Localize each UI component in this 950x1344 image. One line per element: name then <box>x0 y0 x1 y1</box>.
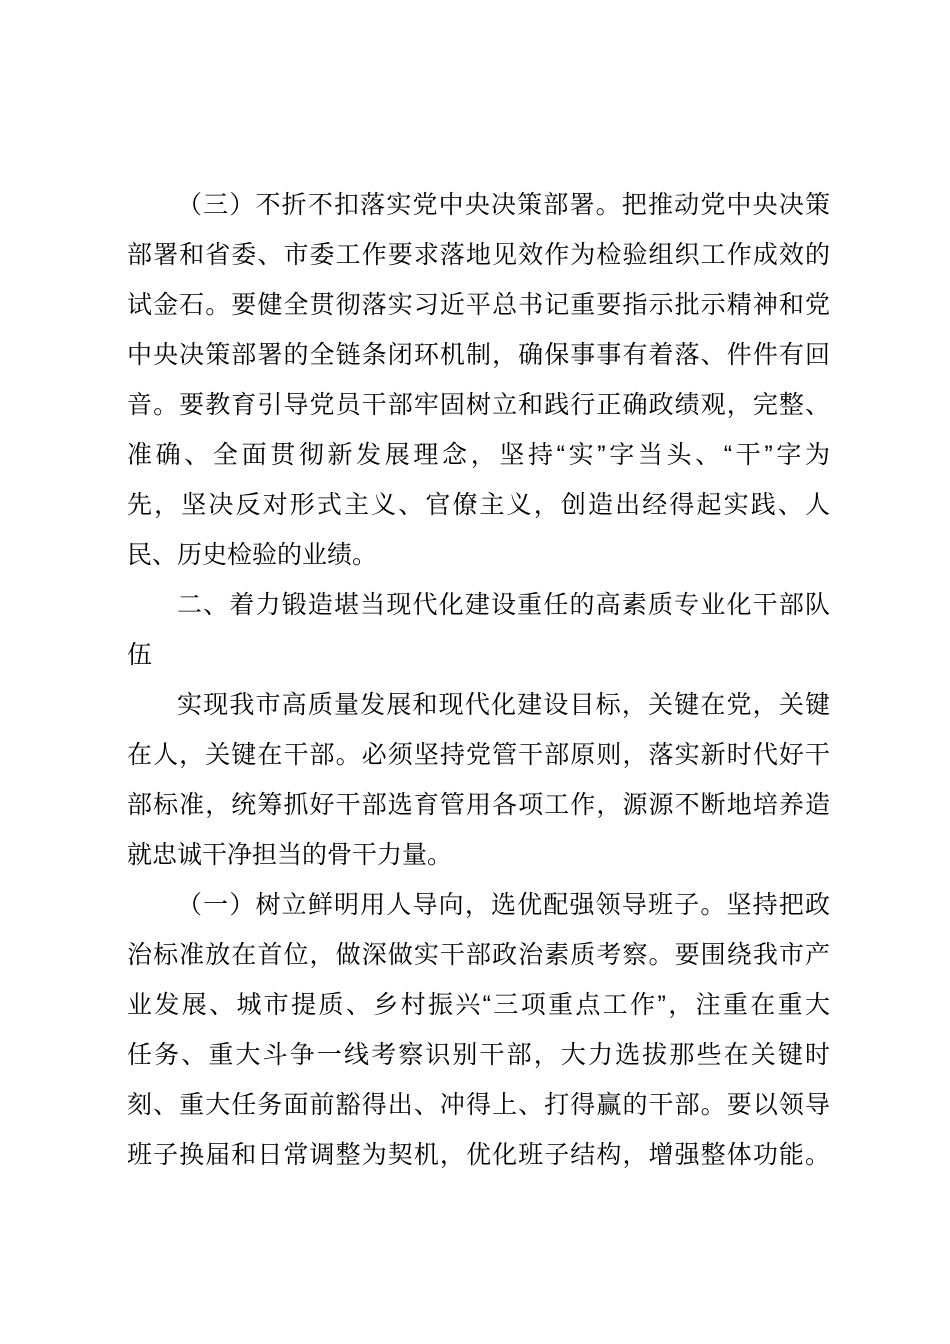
paragraph-part-two-intro <box>127 680 830 880</box>
text-line: 治标准放在首位，做深做实干部政治素质考察。要围绕我市产 <box>127 941 830 969</box>
text-line: 音。要教育引导党员干部牢固树立和践行正确政绩观，完整、 <box>127 391 830 419</box>
document-text-block <box>127 180 830 1180</box>
text-line: 实现我市高质量发展和现代化建设目标，关键在党，关键 <box>177 691 830 719</box>
text-line: （一）树立鲜明用人导向，选优配强领导班子。坚持把政 <box>177 891 830 919</box>
text-line: 部署和省委、市委工作要求落地见效作为检验组织工作成效的 <box>127 241 830 269</box>
text-line: 就忠诚干净担当的骨干力量。 <box>127 841 453 869</box>
text-line: 中央决策部署的全链条闭环机制，确保事事有着落、件件有回 <box>127 341 830 369</box>
heading-part-two <box>127 580 830 680</box>
text-line: 准确、全面贯彻新发展理念，坚持“实”字当头、“干”字为 <box>127 441 830 469</box>
text-line: 刻、重大任务面前豁得出、冲得上、打得赢的干部。要以领导 <box>127 1091 830 1119</box>
text-line: 班子换届和日常调整为契机，优化班子结构，增强整体功能。 <box>127 1141 830 1169</box>
paragraph-section-three <box>127 180 830 580</box>
text-line: 任务、重大斗争一线考察识别干部，大力选拔那些在关键时 <box>127 1041 830 1069</box>
text-line: 二、着力锻造堪当现代化建设重任的高素质专业化干部队 <box>177 591 830 619</box>
text-line: 部标准，统筹抓好干部选育管用各项工作，源源不断地培养造 <box>127 791 830 819</box>
text-line: 试金石。要健全贯彻落实习近平总书记重要指示批示精神和党 <box>127 291 830 319</box>
text-line: （三）不折不扣落实党中央决策部署。把推动党中央决策 <box>177 191 830 219</box>
text-line: 伍 <box>127 641 153 669</box>
text-line: 民、历史检验的业绩。 <box>127 541 378 569</box>
text-line: 在人，关键在干部。必须坚持党管干部原则，落实新时代好干 <box>127 741 830 769</box>
paragraph-section-one <box>127 880 830 1180</box>
text-line: 先，坚决反对形式主义、官僚主义，创造出经得起实践、人 <box>127 491 830 519</box>
text-line: 业发展、城市提质、乡村振兴“三项重点工作”，注重在重大 <box>127 991 830 1019</box>
